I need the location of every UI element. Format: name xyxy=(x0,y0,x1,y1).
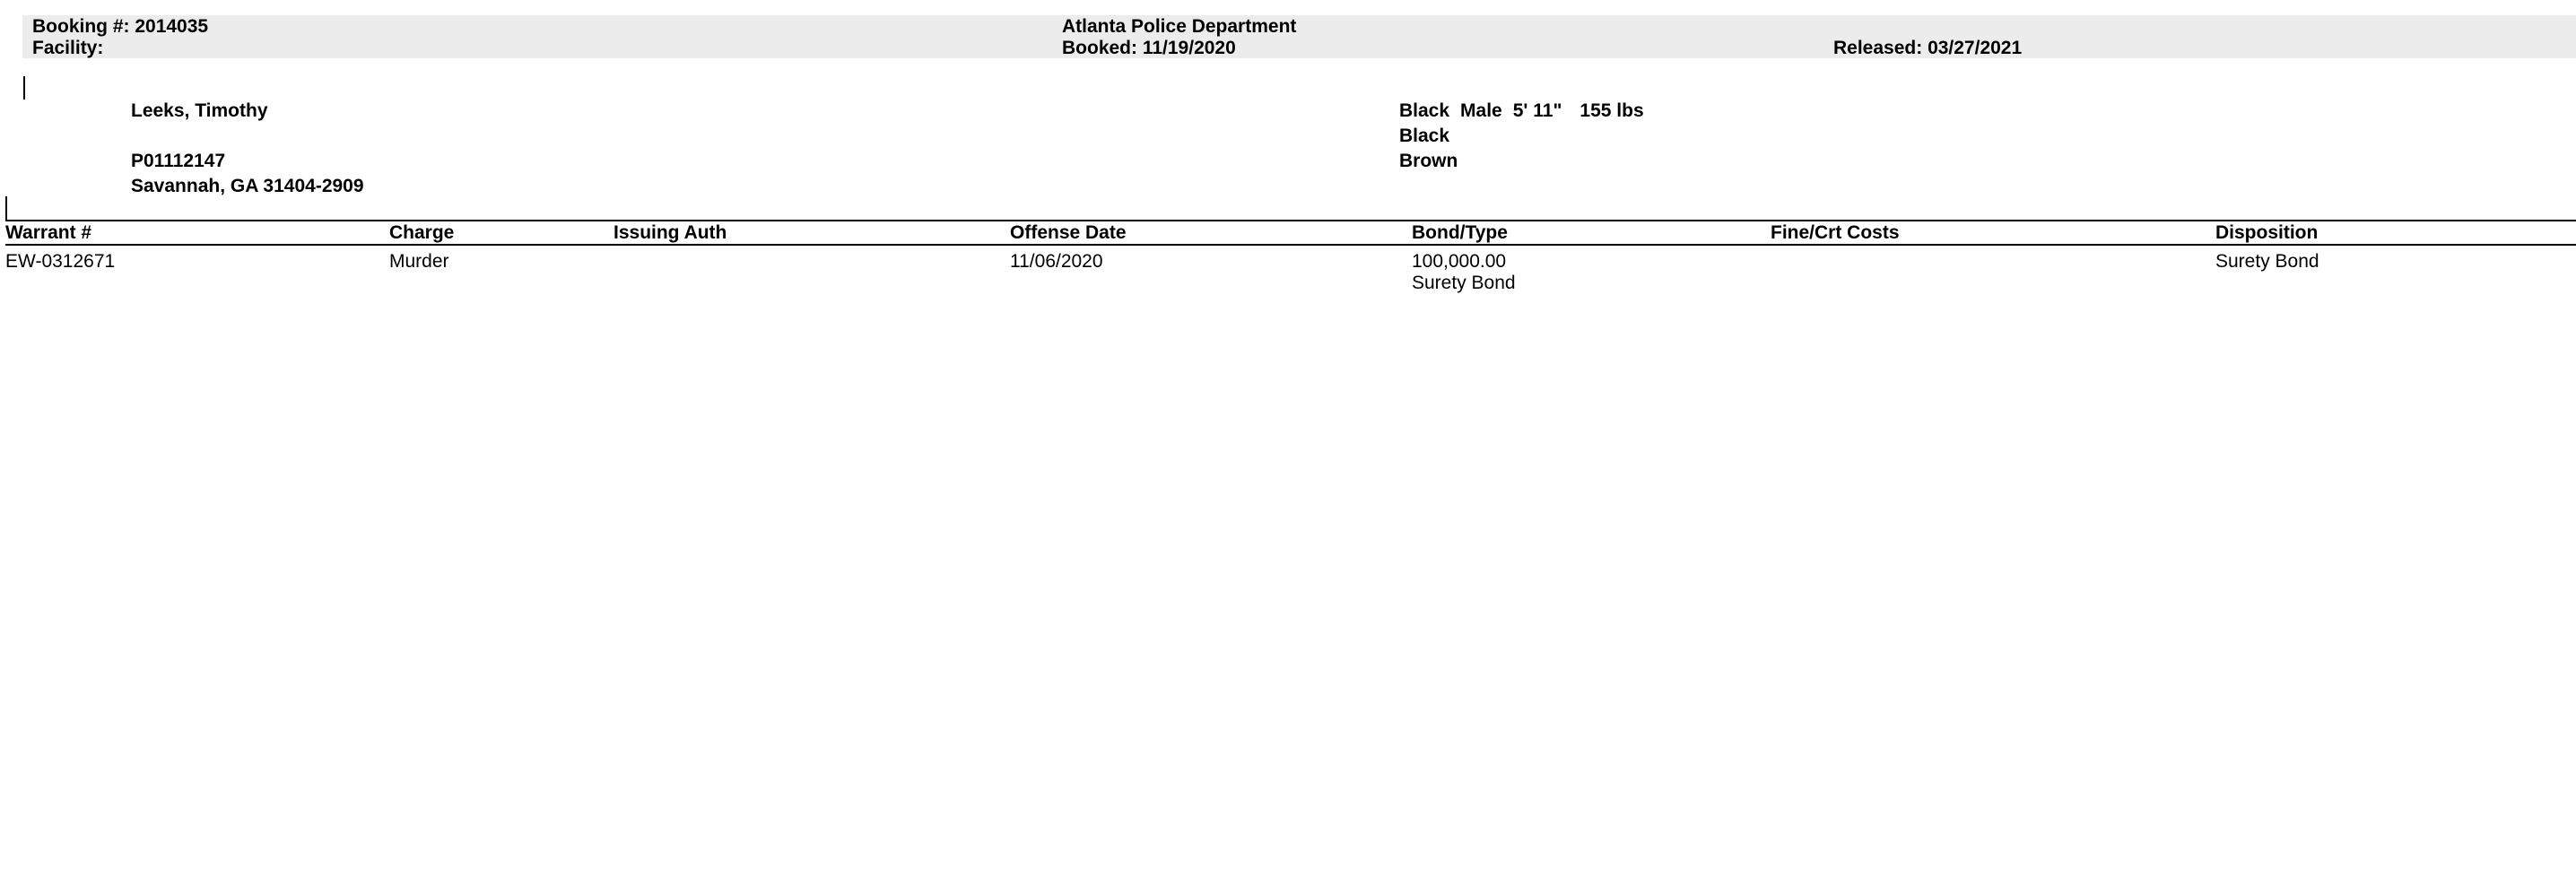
booking-number-value: 2014035 xyxy=(135,16,209,37)
table-top-rule xyxy=(5,220,2576,221)
table-header-bottom-rule xyxy=(5,244,2576,246)
booking-number-label: Booking #: xyxy=(32,16,130,37)
col-header-disposition: Disposition xyxy=(2215,222,2319,243)
booked-date: 11/19/2020 xyxy=(1142,38,1236,58)
person-weight: 155 lbs xyxy=(1580,100,1644,121)
person-city-state-zip: Savannah, GA 31404-2909 xyxy=(131,176,364,196)
col-header-bond-type: Bond/Type xyxy=(1412,222,1508,243)
cell-offense-date: 11/06/2020 xyxy=(1010,251,1103,272)
cell-bond-type: Surety Bond xyxy=(1412,273,1516,293)
person-eyes: Brown xyxy=(1399,151,1458,171)
booking-number-line xyxy=(32,16,208,38)
text-cursor-marker xyxy=(23,76,25,100)
section-marker xyxy=(5,196,7,220)
col-header-offense-date: Offense Date xyxy=(1010,222,1127,243)
person-race: Black xyxy=(1399,100,1450,121)
col-header-fine-costs: Fine/Crt Costs xyxy=(1771,222,1900,243)
col-header-charge: Charge xyxy=(389,222,455,243)
released-label: Released: xyxy=(1833,38,1923,58)
booked-label: Booked: xyxy=(1062,38,1137,58)
person-height: 5' 11" xyxy=(1512,100,1562,121)
facility-label: Facility: xyxy=(32,38,104,58)
person-name: Leeks, Timothy xyxy=(131,100,268,121)
cell-disposition: Surety Bond xyxy=(2215,251,2319,272)
cell-charge: Murder xyxy=(389,251,449,272)
released-date-line xyxy=(1833,38,2022,59)
released-date: 03/27/2021 xyxy=(1928,38,2023,58)
col-header-warrant: Warrant # xyxy=(5,222,92,243)
cell-warrant: EW-0312671 xyxy=(5,251,116,272)
person-id-number: P01112147 xyxy=(131,151,226,171)
booked-date-line xyxy=(1062,38,1236,59)
agency-name: Atlanta Police Department xyxy=(1062,16,1297,37)
header-band xyxy=(22,15,2576,58)
col-header-issuing-auth: Issuing Auth xyxy=(614,222,727,243)
physical-description-line xyxy=(1399,100,1644,122)
person-sex: Male xyxy=(1460,100,1502,121)
person-hair: Black xyxy=(1399,126,1450,146)
cell-bond-amount: 100,000.00 xyxy=(1412,251,1507,272)
